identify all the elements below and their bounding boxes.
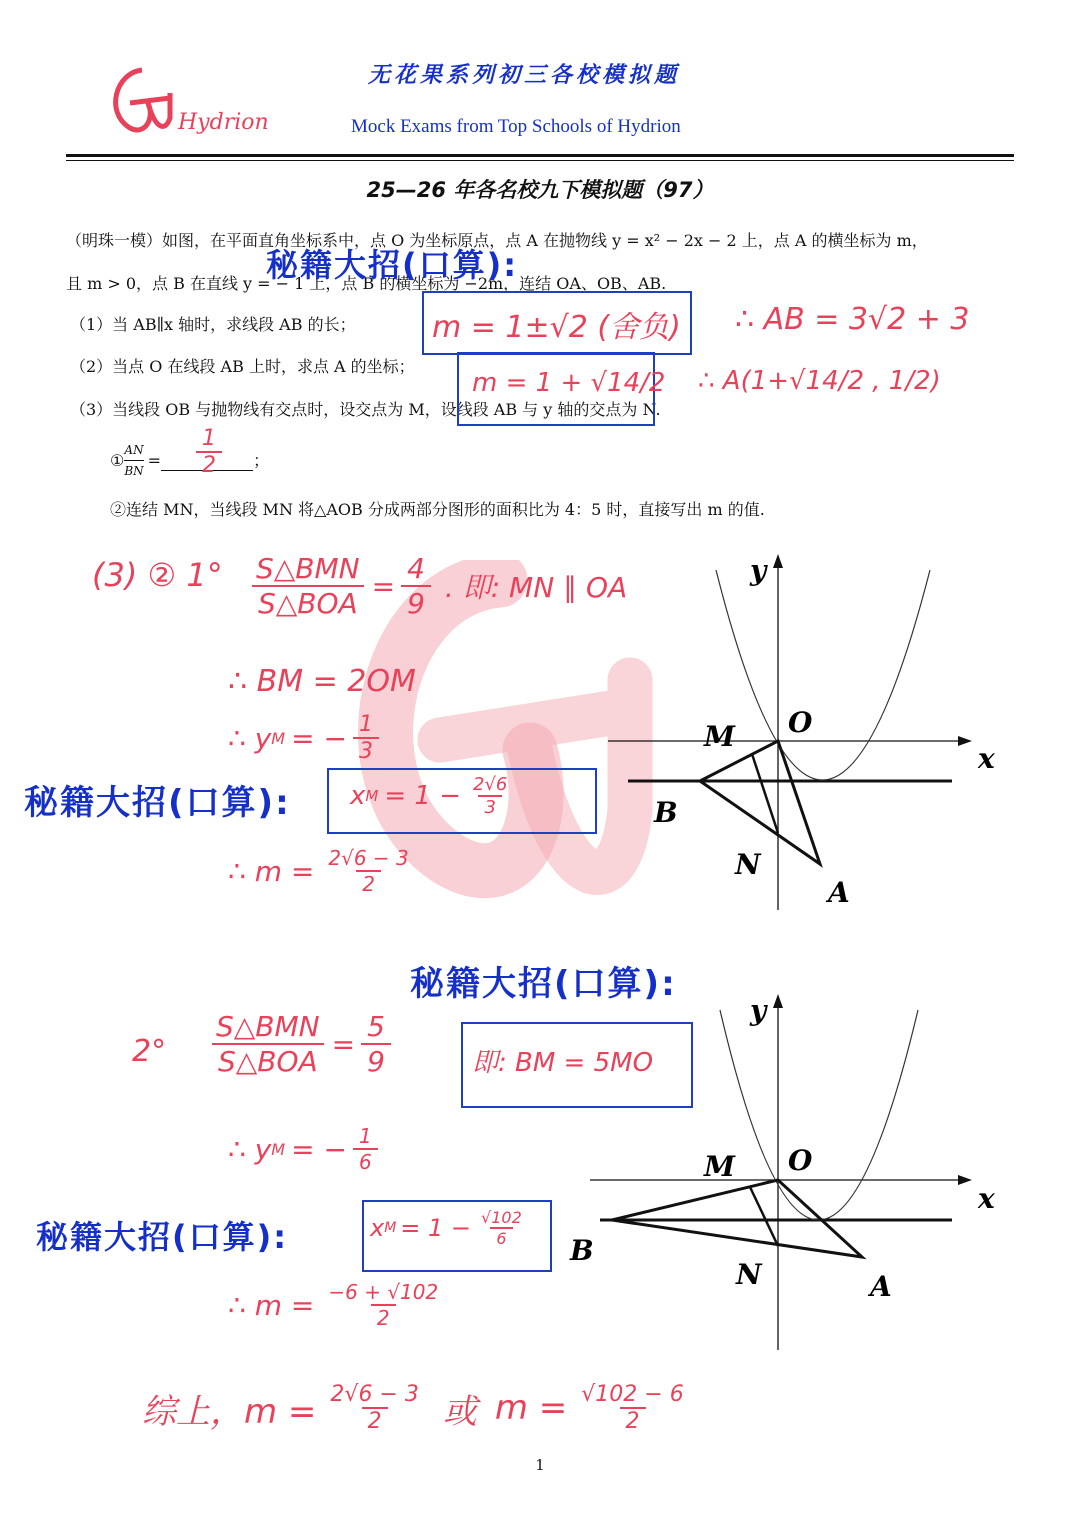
- case2-result-den: 2: [371, 1304, 396, 1330]
- case2-result-num: −6 + √102: [328, 1280, 439, 1304]
- summary-den-2: 2: [620, 1407, 646, 1434]
- question-2: （2）当点 O 在线段 AB 上时，求点 A 的坐标；: [70, 357, 415, 376]
- series-title-cn: 无花果系列初三各校模拟题: [368, 63, 681, 88]
- fig1-label-a: A: [828, 876, 850, 909]
- question-3: （3）当线段 OB 与抛物线有交点时，设交点为 M，设线段 AB 与 y 轴的交点为 N.: [70, 400, 661, 419]
- answer-2-box-text: m = 1 + √14/2: [472, 368, 666, 398]
- problem-line-1: （明珠一模）如图，在平面直角坐标系中，点 O 为坐标原点，点 A 在抛物线 y = x² − 2x − 2 上，点 A 的横坐标为 m，: [66, 231, 928, 250]
- secret-label-3: 秘籍大招(口算):: [410, 964, 677, 1004]
- case2-step1-eq: = −: [291, 1132, 347, 1166]
- header-rule-thick: [66, 154, 1014, 157]
- fig2-label-n: N: [736, 1258, 762, 1291]
- question-3-2: ②连结 MN，当线段 MN 将△AOB 分成两部分图形的面积比为 4：5 时，直接写出 m 的值.: [110, 500, 765, 519]
- q3-1-answer-num: 1: [202, 426, 216, 451]
- answer-1-box-text: m = 1±√2 (舍负): [432, 310, 681, 345]
- case2-eq: =: [331, 1027, 356, 1061]
- fig2-label-b: B: [570, 1234, 594, 1267]
- case1-xm-eq: = 1 −: [384, 781, 461, 811]
- q3-1-eq: =: [147, 450, 162, 470]
- case1-xm-den: 3: [478, 795, 501, 818]
- fig1-label-o: O: [788, 706, 813, 739]
- logo-mark: [100, 58, 280, 153]
- case2-box-text: 即: BM = 5MO: [472, 1048, 654, 1078]
- q3-1-fraction: [124, 440, 143, 481]
- secret-label-4: 秘籍大招(口算):: [36, 1218, 289, 1256]
- logo: [100, 58, 280, 153]
- case1-step2-num: 1: [358, 712, 373, 737]
- case2-step1-sub: M: [271, 1139, 286, 1159]
- summary: [142, 1382, 690, 1434]
- case2-step1: [228, 1124, 378, 1174]
- q3-1-prefix: ①: [110, 450, 125, 470]
- q3-1-frac-num: AN: [124, 443, 144, 457]
- case1-val-num: 4: [407, 552, 425, 585]
- case1-val-den: 9: [401, 585, 431, 620]
- case2-xm-num: √102: [481, 1208, 522, 1227]
- case1-xm: [350, 774, 513, 818]
- case2-xm-eq: = 1 −: [400, 1214, 472, 1242]
- fig2-x-arrow: [958, 1175, 972, 1185]
- fig2-segment-mn: [750, 1187, 778, 1246]
- case1-frac-den: S△BOA: [252, 585, 364, 620]
- question-3-1: [110, 440, 269, 481]
- case1-step1: ∴ BM = 2OM: [228, 664, 416, 699]
- case2-label: 2°: [132, 1034, 167, 1069]
- secret-label-1: 秘籍大招(口算):: [266, 246, 519, 284]
- fig1-triangle: [700, 741, 820, 864]
- case1-step2-den: 3: [353, 737, 379, 764]
- fig2-label-o: O: [788, 1144, 813, 1177]
- page-title: 25—26 年各名校九下模拟题（97）: [366, 178, 714, 202]
- case2-result-prefix: ∴ m =: [228, 1288, 315, 1322]
- problem-line-2: 且 m > 0，点 B 在直线 y = − 1 上，点 B 的横坐标为 −2m，连结 OA、OB、AB.: [66, 274, 667, 293]
- case2-step1-prefix: ∴ y: [228, 1132, 272, 1166]
- case2-step1-num: 1: [358, 1124, 372, 1148]
- case1-step2: [228, 712, 379, 764]
- case2-xm-den: 6: [490, 1227, 512, 1248]
- case2-result: [228, 1280, 444, 1330]
- case2-frac-den: S△BOA: [212, 1043, 324, 1078]
- page-number: 1: [535, 1456, 545, 1474]
- case2-frac-num: S△BMN: [216, 1010, 320, 1043]
- summary-or: 或: [442, 1391, 477, 1432]
- case2-step1-den: 6: [353, 1148, 378, 1174]
- q3-1-answer-den: 2: [196, 451, 222, 478]
- fig1-label-m: M: [704, 720, 735, 753]
- case1-step2-sub: M: [271, 728, 286, 748]
- fig1-parabola: [716, 570, 930, 780]
- fig2-label-a: A: [870, 1270, 892, 1303]
- case2-xm-sub: M: [384, 1220, 397, 1236]
- case1-xm-sub: M: [365, 787, 379, 805]
- case1-result-prefix: ∴ m =: [228, 854, 315, 888]
- case2-val-den: 9: [361, 1043, 391, 1078]
- answer-1-result: ∴ AB = 3√2 + 3: [735, 302, 970, 337]
- fig1-label-n: N: [735, 848, 761, 881]
- q3-1-frac-den: BN: [124, 460, 143, 481]
- answer-2-result: ∴ A(1+√14/2 , 1/2): [698, 366, 941, 396]
- fig2-y-arrow: [773, 994, 783, 1008]
- case1-ratio: [250, 552, 627, 620]
- case2-val-num: 5: [367, 1010, 385, 1043]
- figure-1: [600, 550, 1020, 920]
- case1-tail: . 即: MN ∥ OA: [444, 571, 628, 604]
- summary-prefix: 综上，m =: [142, 1391, 317, 1432]
- case1-label: (3) ② 1°: [92, 556, 223, 594]
- fig2-label-m: M: [704, 1150, 735, 1183]
- case1-eq: =: [371, 569, 396, 603]
- logo-text: Hydrion: [178, 110, 269, 135]
- q3-1-suffix: ；: [253, 450, 270, 470]
- fig1-y-arrow: [773, 554, 783, 568]
- summary-num-1: 2√6 − 3: [330, 1382, 419, 1407]
- case1-frac-num: S△BMN: [256, 552, 360, 585]
- question-1: （1）当 AB∥x 轴时，求线段 AB 的长；: [70, 315, 356, 334]
- fig2-label-x: x: [978, 1182, 995, 1215]
- figure-2: [560, 990, 1020, 1360]
- header-rule-thin: [66, 160, 1014, 161]
- fig1-label-y: y: [750, 554, 767, 587]
- fig1-x-arrow: [958, 736, 972, 746]
- fig2-label-y: y: [750, 994, 767, 1027]
- series-title-en: Mock Exams from Top Schools of Hydrion: [351, 116, 681, 137]
- summary-num-2: √102 − 6: [581, 1382, 684, 1407]
- fig1-label-b: B: [654, 796, 678, 829]
- q3-1-answer: [196, 426, 222, 478]
- case2-ratio: [210, 1010, 391, 1078]
- summary-mid: m =: [494, 1388, 568, 1428]
- case1-result-num: 2√6 − 3: [328, 846, 409, 870]
- summary-den-1: 2: [362, 1407, 388, 1434]
- case1-step2-prefix: ∴ y: [228, 721, 272, 755]
- case1-xm-prefix: x: [350, 781, 366, 811]
- case2-xm-prefix: x: [370, 1214, 385, 1242]
- case2-xm: [370, 1208, 528, 1248]
- case1-xm-num: 2√6: [473, 774, 508, 795]
- case1-step2-eq: = −: [291, 721, 347, 755]
- fig1-label-x: x: [978, 742, 995, 775]
- case1-result: [228, 846, 415, 896]
- case1-result-den: 2: [356, 870, 381, 896]
- secret-label-2: 秘籍大招(口算):: [24, 783, 291, 823]
